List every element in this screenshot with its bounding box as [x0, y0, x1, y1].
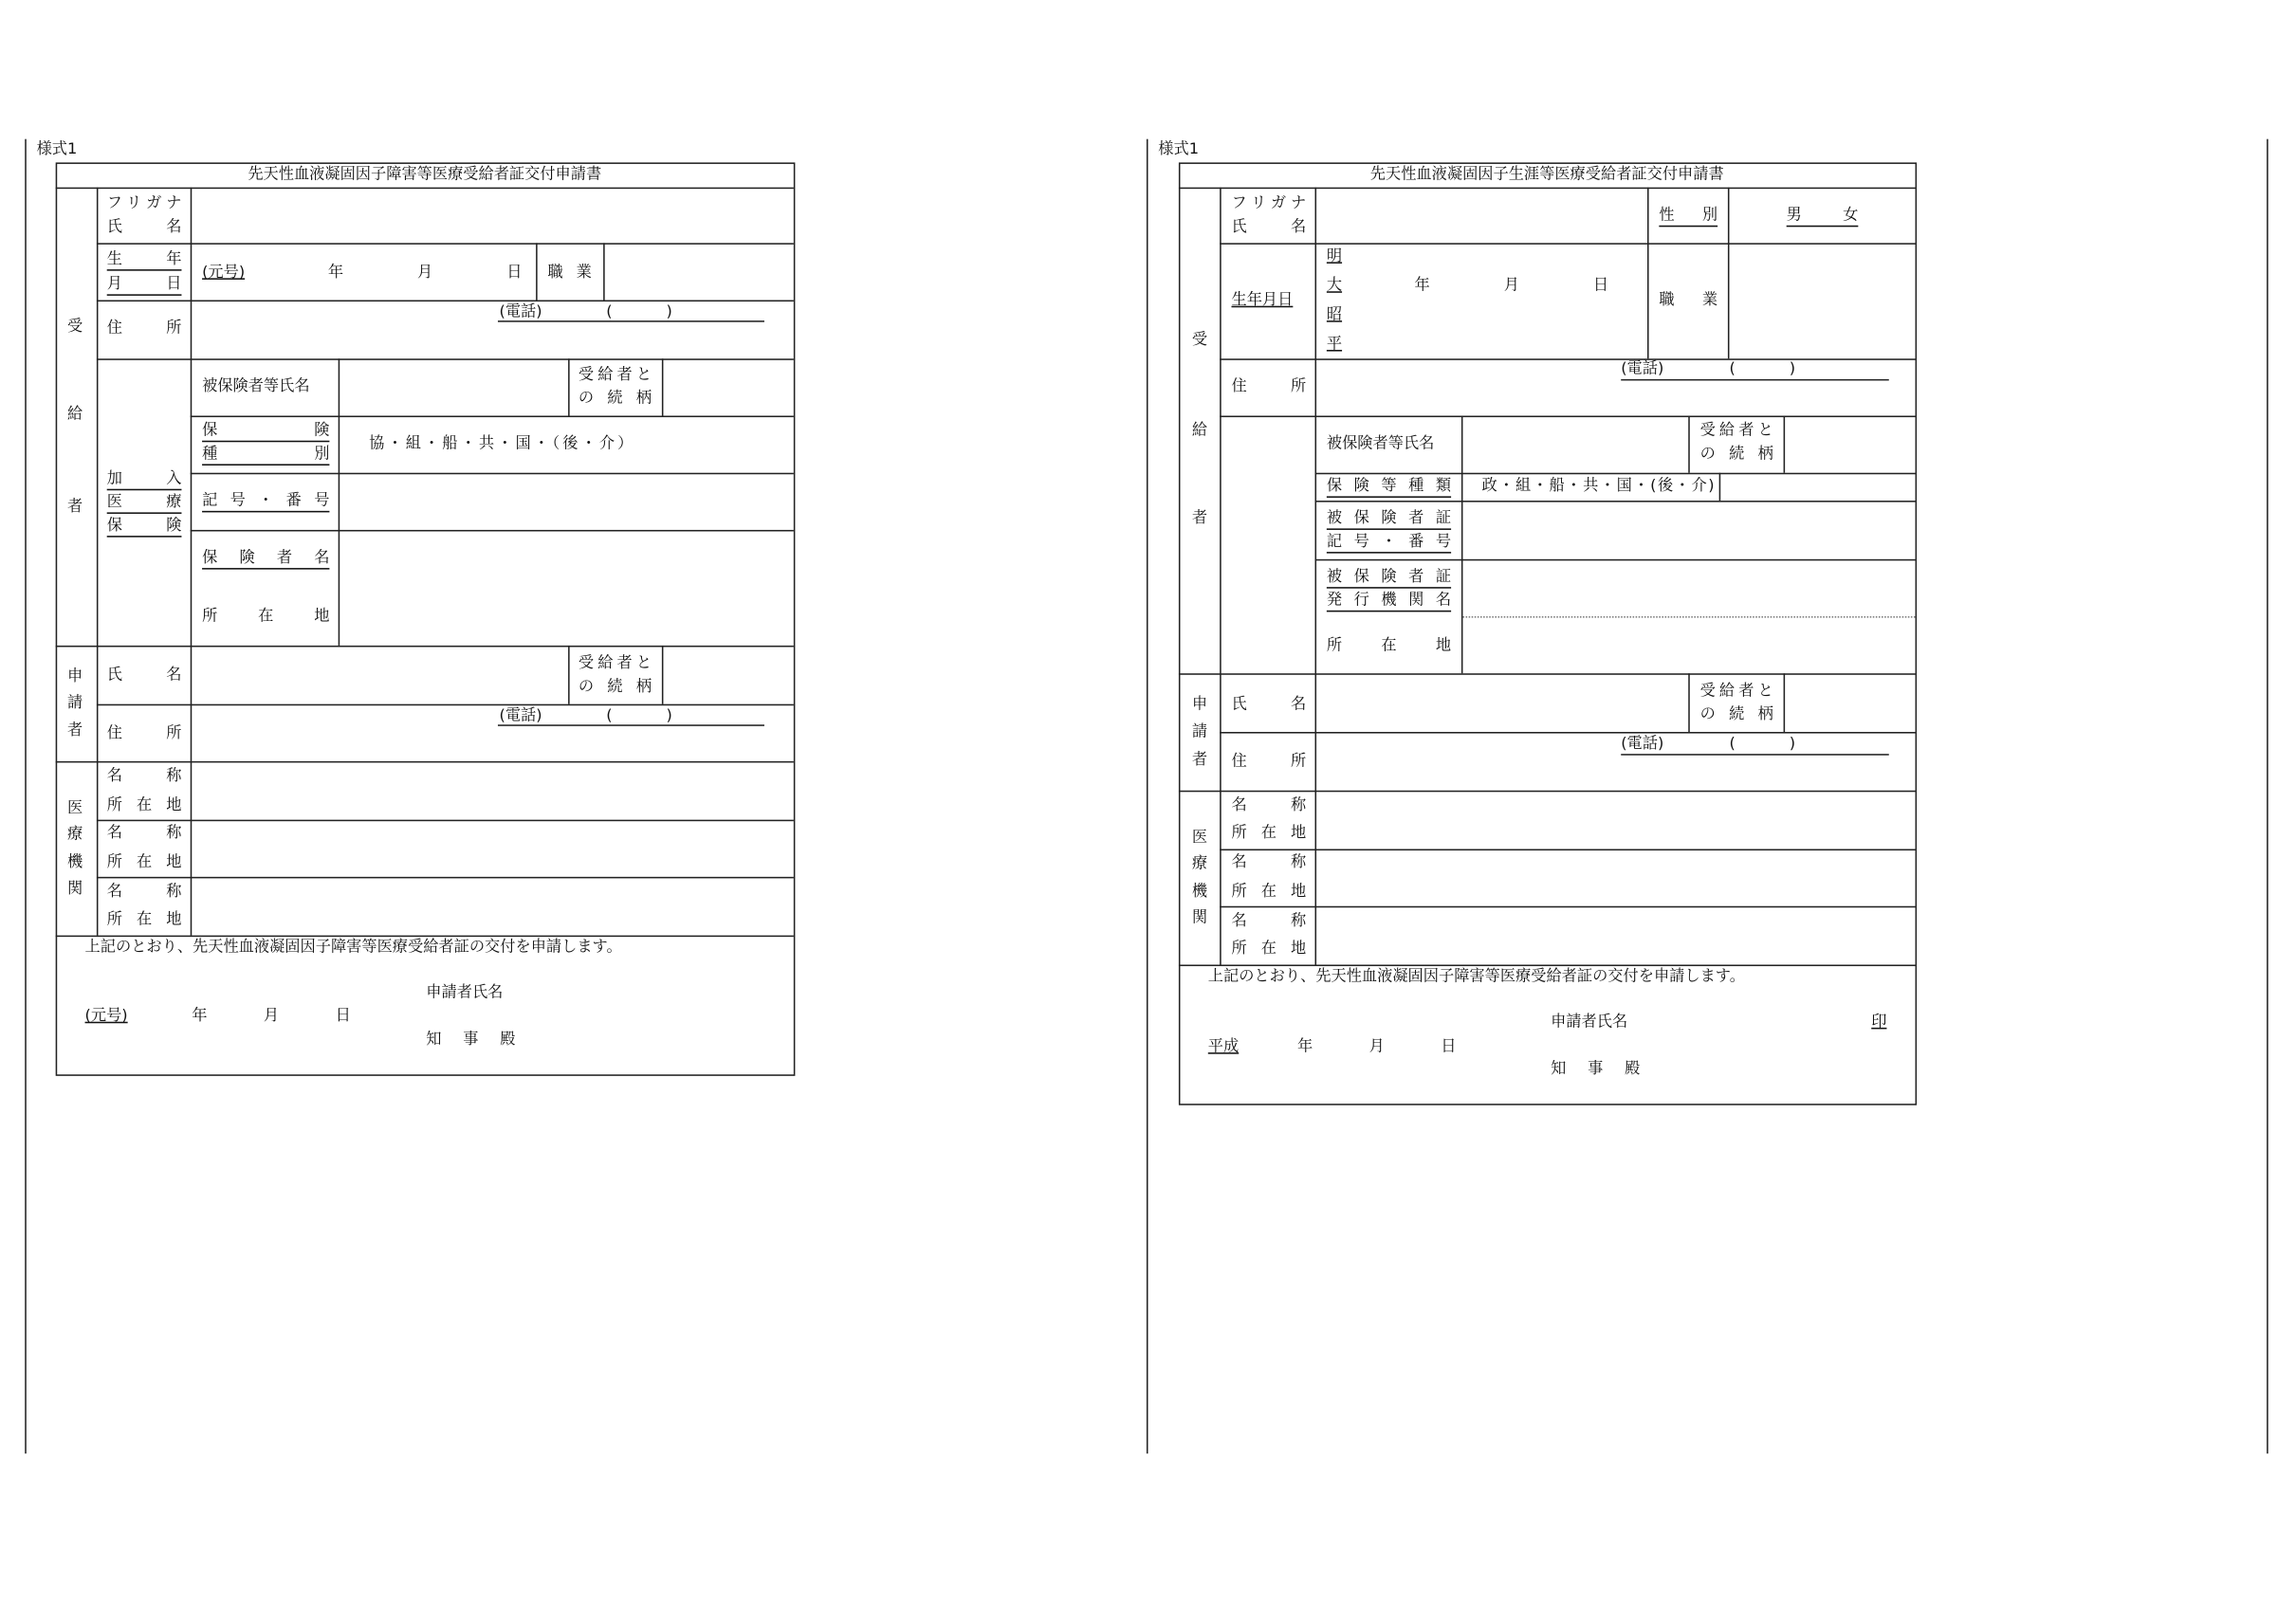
seal-label: 印: [1871, 1013, 1887, 1031]
section-label-medical: 機: [67, 853, 83, 871]
table-rule: [97, 704, 794, 706]
table-rule: [97, 820, 794, 822]
table-rule: [603, 243, 605, 300]
form-title: 先天性血液凝固因子障害等医療受給者証交付申請書: [248, 165, 602, 183]
footer-year: 年: [1296, 1037, 1313, 1056]
medical-location-label: 所在地: [1231, 940, 1307, 958]
section-label-medical: 機: [1191, 883, 1208, 901]
section-label-medical: 関: [1191, 908, 1208, 927]
table-rule: [662, 358, 664, 415]
year-label: 年: [1414, 276, 1430, 295]
section-label-applicant: 請: [1191, 722, 1208, 741]
section-label-applicant: 申: [1191, 695, 1208, 713]
sex-label: 性別: [1659, 207, 1717, 228]
applicant-signature-label: 申請者氏名: [426, 983, 504, 1002]
table-rule: [568, 358, 570, 415]
section-label-medical: 医: [67, 799, 83, 817]
month-label: 月: [417, 263, 433, 282]
medical-location-label: 所在地: [106, 795, 182, 814]
table-rule: [1315, 501, 1916, 502]
sex-options[interactable]: 男女: [1787, 207, 1859, 228]
table-rule: [97, 243, 794, 245]
furigana-label: フリガナ: [106, 194, 182, 212]
table-rule: [1784, 673, 1786, 732]
applicant-address-label: 住所: [106, 724, 182, 742]
section-label-applicant: 者: [67, 721, 83, 740]
form-number: 様式1: [36, 140, 78, 158]
issuer-location-label: 所在地: [1326, 636, 1452, 655]
day-label: 日: [1592, 276, 1609, 295]
form-number: 様式1: [1158, 140, 1200, 158]
insurance-label-2: 医療: [107, 493, 182, 514]
section-label-medical: 医: [1191, 828, 1208, 847]
table-rule: [662, 646, 664, 704]
table-rule: [97, 877, 794, 879]
table-rule: [1179, 791, 1916, 793]
section-label-medical: 療: [67, 825, 83, 844]
occupation-label: 職業: [1659, 291, 1718, 309]
table-rule: [191, 415, 794, 417]
symbol-number-label: 記号・番号: [202, 492, 329, 513]
section-label-recipient: 受: [1191, 330, 1208, 349]
phone-label: (電話): [1621, 735, 1664, 753]
era-option[interactable]: 平: [1326, 335, 1343, 354]
year-label: 年: [327, 263, 344, 282]
table-rule: [1315, 473, 1916, 475]
footer-day: 日: [335, 1007, 351, 1025]
phone-underline: [1621, 379, 1889, 381]
medical-location-label: 所在地: [1231, 883, 1307, 901]
table-rule: [1220, 188, 1221, 965]
table-rule: [97, 358, 794, 360]
insurance-type-options[interactable]: 政・組・船・共・国・(後・介): [1481, 477, 1717, 495]
section-label-recipient: 者: [67, 497, 83, 516]
page-border: [1147, 139, 1148, 1454]
insurer-location-label: 所在地: [202, 607, 330, 626]
footer-day: 日: [1441, 1037, 1457, 1056]
birthdate-label: 生年月日: [1231, 291, 1294, 309]
phone-underline: [1621, 754, 1889, 756]
section-label-medical: 療: [1191, 854, 1208, 873]
relation-label: の続柄: [1699, 705, 1773, 723]
address-label: 住所: [1231, 377, 1307, 395]
table-rule: [1220, 732, 1915, 734]
birth-label-2: 月日: [107, 275, 182, 296]
table-rule: [568, 646, 570, 704]
table-rule: [1220, 243, 1915, 245]
applicant-name-label: 氏名: [106, 666, 182, 685]
section-label-recipient: 給: [67, 405, 83, 424]
declaration-text: 上記のとおり、先天性血液凝固因子障害等医療受給者証の交付を申請します。: [1207, 967, 1745, 986]
card-label: 被保険者証: [1327, 568, 1451, 589]
table-rule: [1784, 415, 1786, 472]
footer-month: 月: [1368, 1037, 1385, 1056]
medical-name-label: 名称: [1231, 853, 1307, 871]
relation-label: の続柄: [578, 677, 652, 696]
medical-name-label: 名称: [1231, 911, 1307, 930]
medical-location-label: 所在地: [106, 910, 182, 928]
governor-label: 知事殿: [426, 1030, 516, 1049]
day-label: 日: [506, 263, 523, 282]
applicant-address-label: 住所: [1231, 752, 1307, 771]
section-label-recipient: 受: [67, 318, 83, 336]
recipient-name-field[interactable]: [192, 189, 792, 242]
applicant-name-label: 氏名: [1231, 695, 1307, 713]
footer-era: 平成: [1207, 1037, 1240, 1056]
footer-year: 年: [192, 1007, 208, 1025]
medical-location-label: 所在地: [106, 853, 182, 871]
phone-underline: [498, 320, 764, 322]
table-rule: [1462, 616, 1915, 618]
medical-name-label: 名称: [106, 824, 182, 842]
address-label: 住所: [106, 319, 182, 338]
era-option[interactable]: 明: [1326, 247, 1343, 265]
table-rule: [1688, 673, 1690, 732]
relation-label: 受給者と: [1699, 421, 1773, 440]
table-rule: [1220, 849, 1915, 851]
relation-label: 受給者と: [1699, 682, 1773, 701]
phone-paren: (: [1729, 359, 1736, 378]
occupation-label: 職業: [547, 263, 592, 282]
insurance-type-label: 保険等種類: [1327, 477, 1451, 498]
phone-paren: (: [606, 302, 613, 321]
era-option[interactable]: 大: [1326, 276, 1343, 295]
form-title: 先天性血液凝固因子生涯等医療受給者証交付申請書: [1369, 165, 1724, 183]
medical-name-label: 名称: [106, 767, 182, 785]
section-label-applicant: 申: [67, 667, 83, 685]
section-label-applicant: 請: [67, 693, 83, 712]
section-label-recipient: 者: [1191, 509, 1208, 527]
era-label: (元号): [202, 263, 246, 282]
card-label: 被保険者証: [1327, 509, 1451, 530]
section-label-recipient: 給: [1191, 421, 1208, 440]
table-rule: [56, 761, 794, 763]
medical-location-label: 所在地: [1231, 824, 1307, 842]
month-label: 月: [1503, 276, 1519, 295]
declaration-text: 上記のとおり、先天性血液凝固因子障害等医療受給者証の交付を申請します。: [84, 938, 622, 957]
relation-label: の続柄: [578, 389, 652, 408]
phone-paren: (: [606, 706, 613, 725]
page-border: [25, 139, 27, 1454]
table-rule: [97, 301, 794, 302]
phone-label: (電話): [499, 302, 542, 321]
furigana-label: フリガナ: [1231, 194, 1307, 212]
phone-paren: ): [666, 706, 672, 725]
table-rule: [1315, 559, 1916, 561]
insurance-type-options[interactable]: 協・組・船・共・国・（後・介）: [369, 434, 636, 453]
table-rule: [1179, 188, 1916, 190]
relation-label: 受給者と: [578, 366, 652, 384]
insurance-type-label: 保険: [202, 422, 329, 443]
relation-label: 受給者と: [578, 654, 652, 672]
insurance-label-3: 保険: [107, 517, 182, 538]
phone-underline: [498, 724, 764, 726]
table-rule: [1315, 188, 1317, 965]
phone-label: (電話): [499, 706, 542, 725]
medical-name-label: 名称: [106, 883, 182, 901]
governor-label: 知事殿: [1551, 1059, 1641, 1078]
table-rule: [56, 646, 794, 648]
page-border: [2267, 139, 2268, 1454]
birth-label-1: 生年: [107, 250, 182, 271]
card-number-label: 記号・番号: [1327, 533, 1451, 554]
name-label: 氏名: [1231, 218, 1307, 236]
footer-era: (元号): [84, 1007, 128, 1025]
insurance-type-label: 種別: [202, 445, 329, 466]
applicant-signature-label: 申請者氏名: [1551, 1013, 1628, 1031]
table-rule: [1728, 188, 1730, 359]
table-rule: [1220, 358, 1915, 360]
table-rule: [1179, 673, 1916, 675]
insurer-name-label: 保険者名: [202, 549, 329, 570]
section-label-medical: 関: [67, 879, 83, 898]
issuer-label: 発行機関名: [1327, 592, 1451, 612]
table-rule: [536, 243, 538, 300]
name-label: 氏名: [106, 218, 182, 236]
relation-label: の続柄: [1699, 445, 1773, 463]
table-rule: [1647, 188, 1649, 359]
table-rule: [1179, 964, 1916, 966]
table-rule: [56, 936, 794, 938]
table-rule: [191, 473, 794, 475]
medical-name-label: 名称: [1231, 795, 1307, 814]
era-option[interactable]: 昭: [1326, 305, 1343, 324]
table-rule: [191, 530, 794, 532]
footer-month: 月: [263, 1007, 280, 1025]
table-rule: [1220, 906, 1915, 908]
table-rule: [1220, 415, 1915, 417]
phone-paren: ): [1789, 359, 1796, 378]
section-label-applicant: 者: [1191, 751, 1208, 769]
phone-paren: ): [666, 302, 672, 321]
insured-name-label: 被保険者等氏名: [202, 377, 310, 395]
insured-name-label: 被保険者等氏名: [1326, 434, 1435, 453]
table-rule: [1461, 415, 1463, 673]
table-rule: [339, 358, 340, 646]
phone-label: (電話): [1621, 359, 1664, 378]
phone-paren: (: [1729, 735, 1736, 753]
table-rule: [1719, 473, 1721, 501]
phone-paren: ): [1789, 735, 1796, 753]
insurance-label-1: 加入: [107, 470, 182, 491]
table-rule: [1688, 415, 1690, 472]
